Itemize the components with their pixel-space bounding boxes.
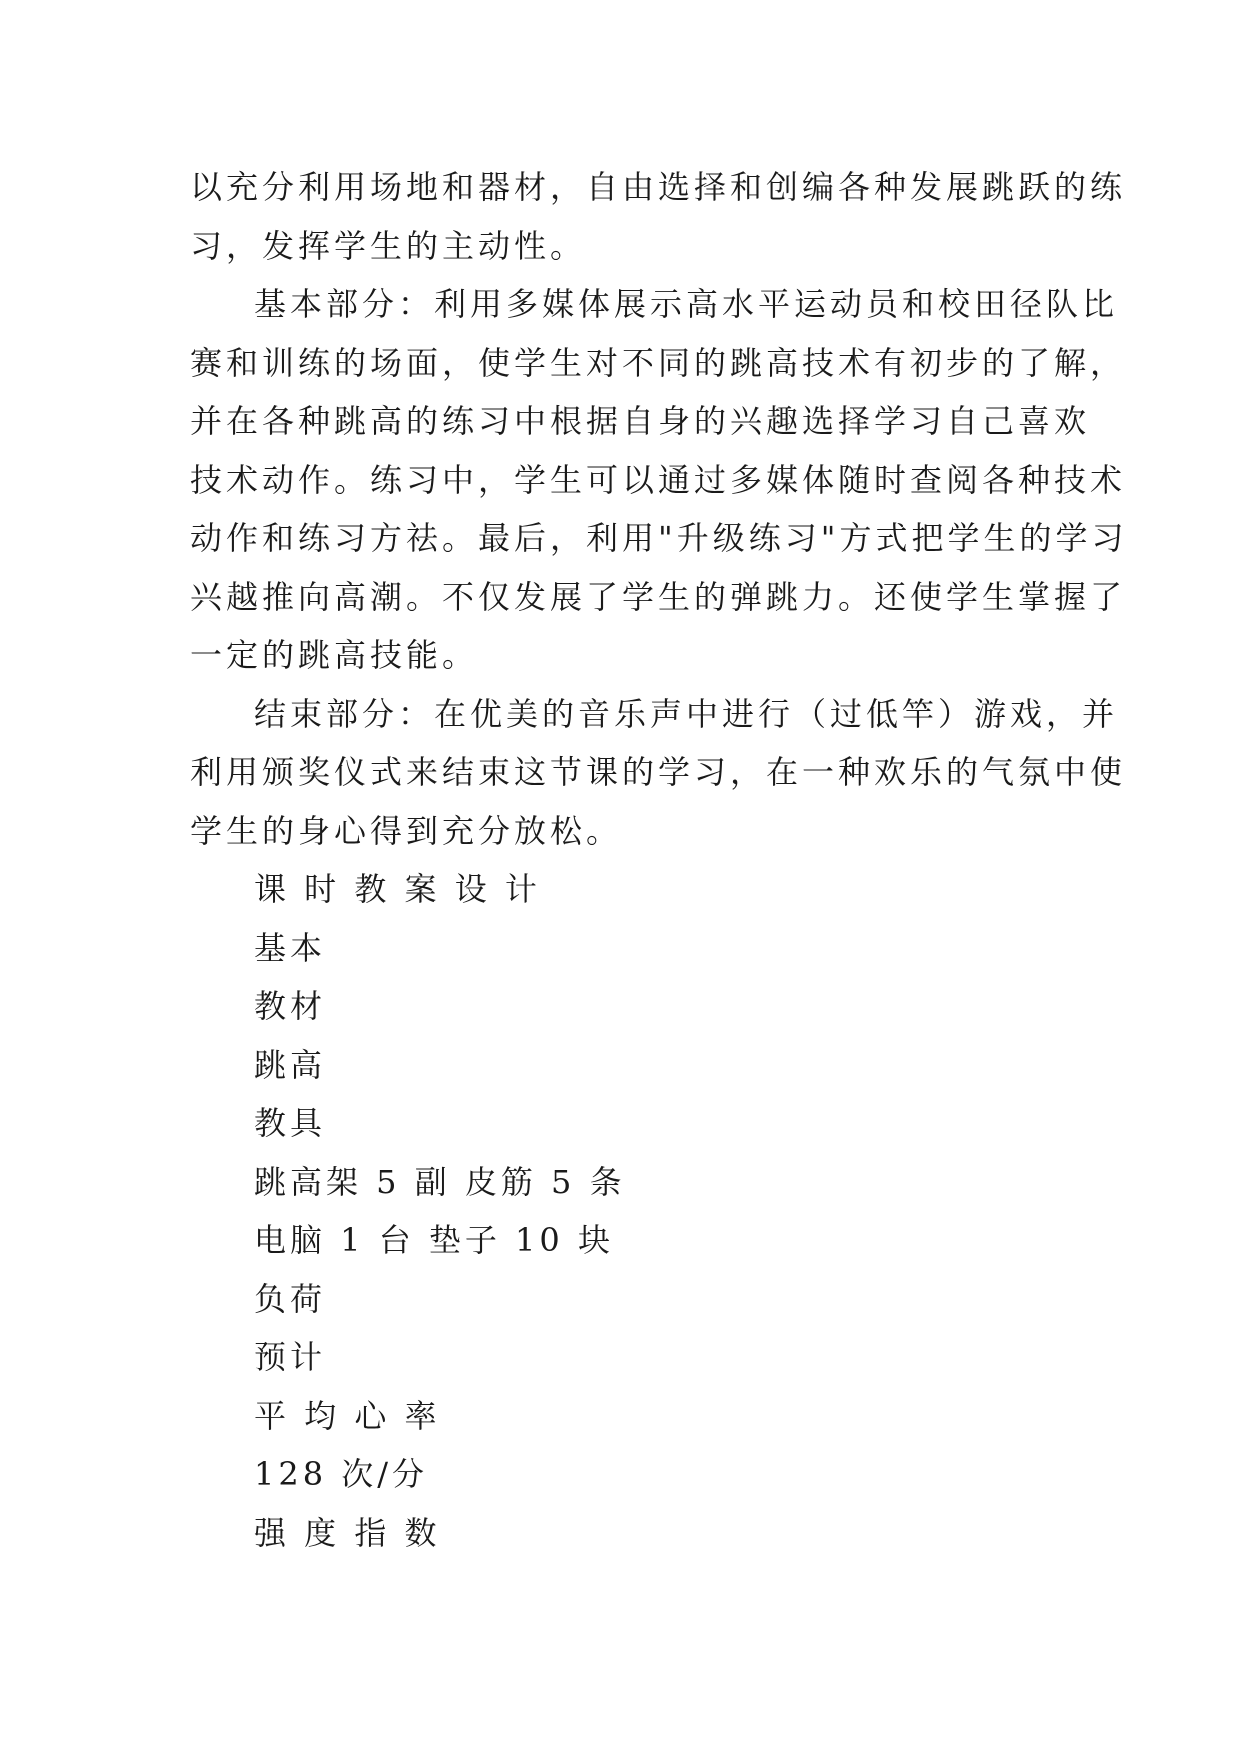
plan-title: 课 时 教 案 设 计 — [254, 870, 541, 908]
plan-item-material: 教材 — [254, 987, 327, 1025]
paragraph-2-line-1: 基本部分：利用多媒体展示高水平运动员和校田径队比 — [254, 285, 1119, 323]
plan-item-heart-rate-value: 128 次/分 — [254, 1455, 429, 1493]
paragraph-3-line-2: 利用颁奖仪式来结束这节课的学习，在一种欢乐的气氛中使 — [190, 753, 1127, 791]
plan-item-equipment-list-1: 跳高架 5 副 皮筋 5 条 — [254, 1162, 626, 1201]
plan-item-expected: 预计 — [254, 1338, 327, 1376]
plan-item-load: 负荷 — [254, 1279, 327, 1318]
paragraph-2-line-5: 动作和练习方祛。最后，利用"升级练习"方式把学生的学习 — [190, 519, 1128, 557]
paragraph-2-line-7: 一定的跳高技能。 — [190, 636, 479, 674]
plan-item-basic: 基本 — [254, 928, 327, 967]
plan-item-equipment-list-2: 电脑 1 台 垫子 10 块 — [254, 1221, 614, 1259]
paragraph-2-line-4: 技术动作。练习中，学生可以通过多媒体随时查阅各种技术 — [190, 460, 1127, 499]
plan-item-average-heart-rate: 平 均 心 率 — [254, 1396, 441, 1435]
document-body — [190, 158, 1128, 1562]
paragraph-1-line-1: 以充分利用场地和器材，自由选择和创编各种发展跳跃的练 — [190, 168, 1127, 206]
plan-item-equipment: 教具 — [254, 1104, 327, 1142]
paragraph-2-line-2: 赛和训练的场面，使学生对不同的跳高技术有初步的了解， — [190, 343, 1127, 382]
paragraph-3-line-3: 学生的身心得到充分放松。 — [190, 811, 623, 850]
paragraph-2-line-3: 并在各种跳高的练习中根据自身的兴趣选择学习自己喜欢 — [190, 402, 1091, 440]
paragraph-1-line-2: 习，发挥学生的主动性。 — [190, 226, 587, 265]
paragraph-2-line-6: 兴越推向高潮。不仅发展了学生的弹跳力。还使学生掌握了 — [190, 577, 1127, 616]
paragraph-3-line-1: 结束部分：在优美的音乐声中进行（过低竿）游戏，并 — [254, 694, 1119, 733]
plan-item-intensity-index: 强 度 指 数 — [254, 1513, 441, 1552]
plan-item-high-jump: 跳高 — [254, 1045, 327, 1084]
